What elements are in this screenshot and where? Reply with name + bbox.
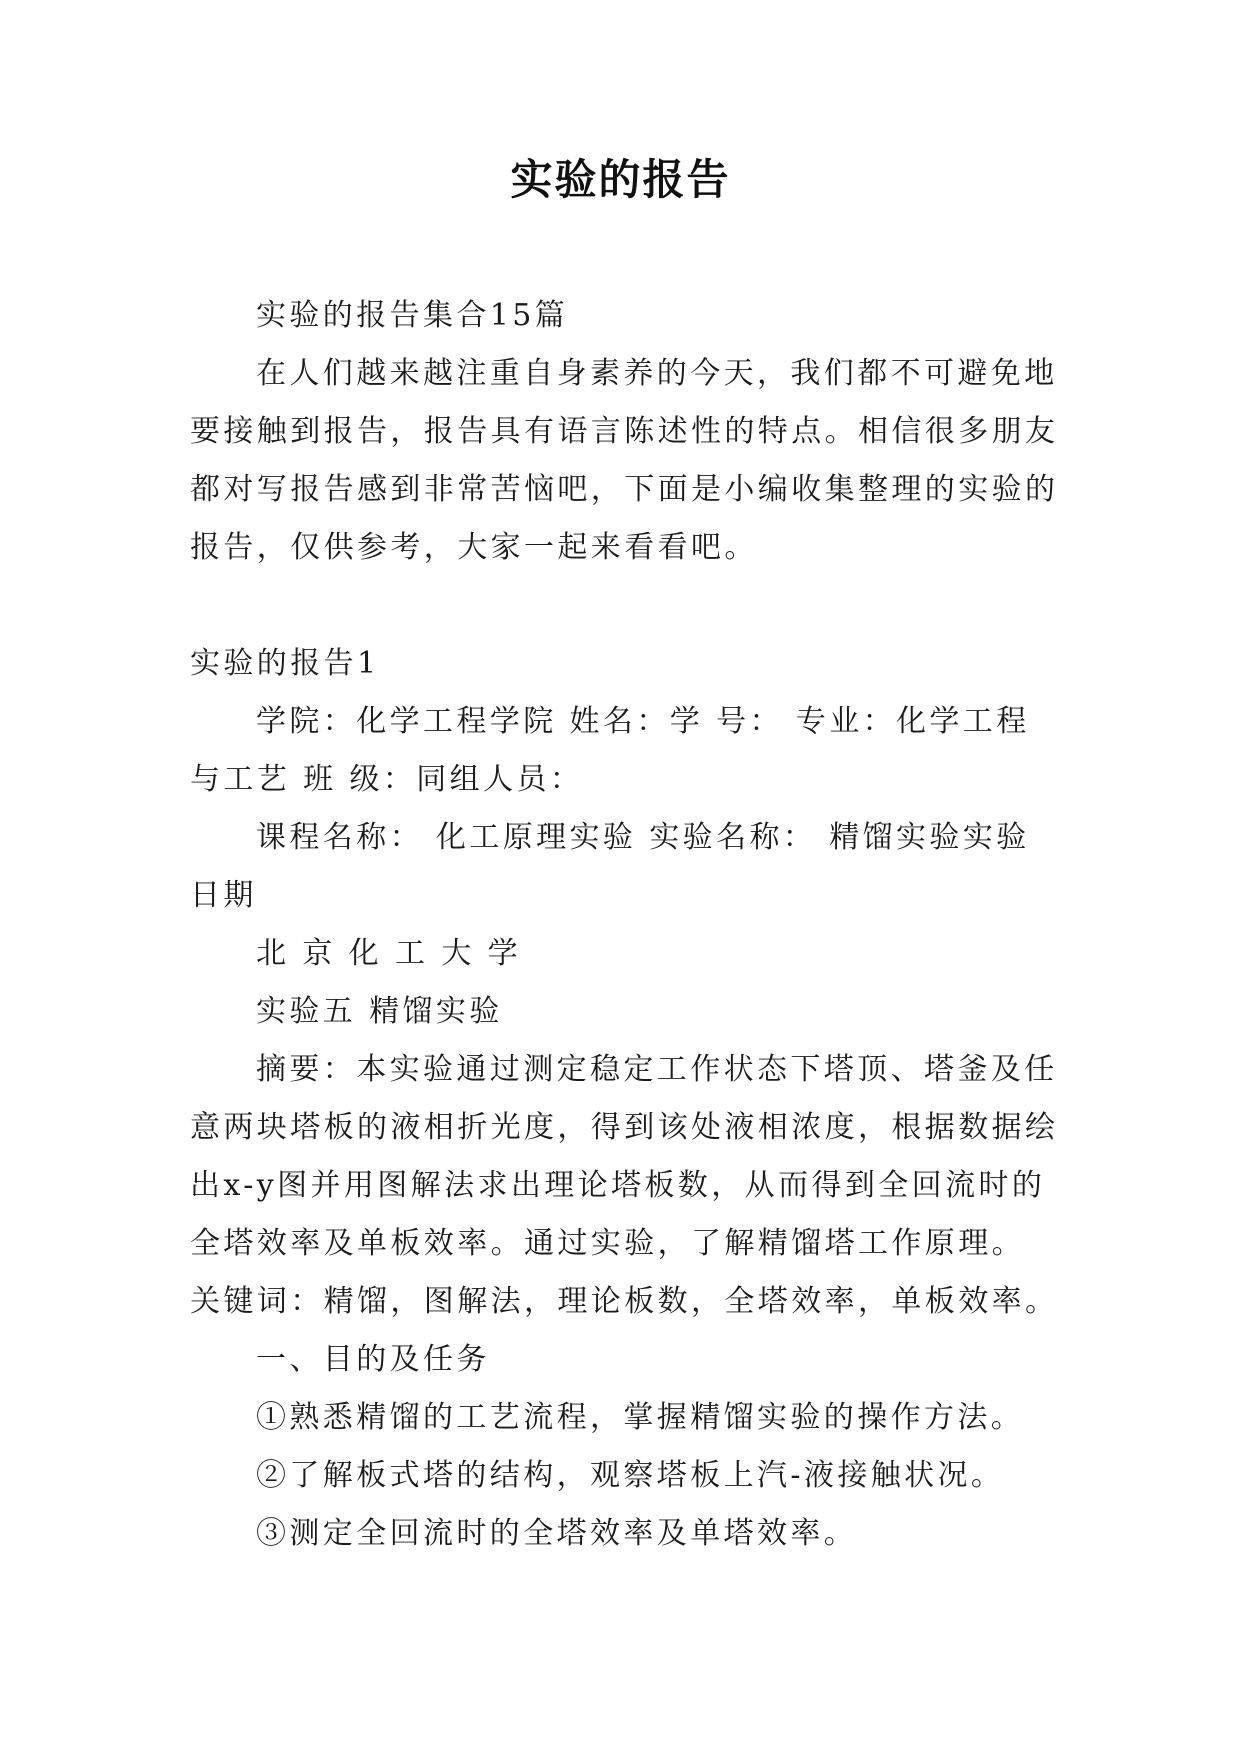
intro-paragraph-line: 报告，仅供参考，大家一起来看看吧。 — [190, 530, 758, 565]
section-heading: 一、目的及任务 — [256, 1342, 490, 1377]
course-info-line: 日期 — [190, 878, 257, 913]
abstract-line: 出x-y图并用图解法求出理论塔板数，从而得到全回流时的 — [190, 1168, 1046, 1203]
university-name: 北 京 化 工 大 学 — [256, 936, 522, 971]
keywords-line: 关键词：精馏，图解法，理论板数，全塔效率，单板效率。 — [190, 1284, 1059, 1319]
report-info-line: 学院：化学工程学院 姓名：学 号： 专业：化学工程 — [256, 704, 1030, 739]
objective-item: ③测定全回流时的全塔效率及单塔效率。 — [256, 1516, 858, 1551]
collection-heading: 实验的报告集合15篇 — [256, 298, 569, 333]
report-heading: 实验的报告1 — [190, 646, 380, 681]
abstract-line: 全塔效率及单板效率。通过实验，了解精馏塔工作原理。 — [190, 1226, 1025, 1261]
intro-paragraph-line: 在人们越来越注重自身素养的今天，我们都不可避免地 — [256, 356, 1058, 391]
abstract-line: 意两块塔板的液相折光度，得到该处液相浓度，根据数据绘 — [190, 1110, 1059, 1145]
abstract-line: 摘要：本实验通过测定稳定工作状态下塔顶、塔釜及任 — [256, 1052, 1058, 1087]
objective-item: ①熟悉精馏的工艺流程，掌握精馏实验的操作方法。 — [256, 1400, 1025, 1435]
objective-item: ②了解板式塔的结构，观察塔板上汽-液接触状况。 — [256, 1458, 1005, 1493]
paragraph-gap — [190, 577, 1070, 635]
report-info-line: 与工艺 班 级：同组人员： — [190, 762, 584, 797]
intro-paragraph-line: 都对写报告感到非常苦恼吧，下面是小编收集整理的实验的 — [190, 472, 1059, 507]
document-title: 实验的报告 — [510, 155, 731, 204]
experiment-title: 实验五 精馏实验 — [256, 994, 503, 1029]
course-info-line: 课程名称： 化工原理实验 实验名称： 精馏实验实验 — [256, 820, 1030, 855]
document-body — [190, 287, 1070, 1563]
intro-paragraph-line: 要接触到报告，报告具有语言陈述性的特点。相信很多朋友 — [190, 414, 1059, 449]
